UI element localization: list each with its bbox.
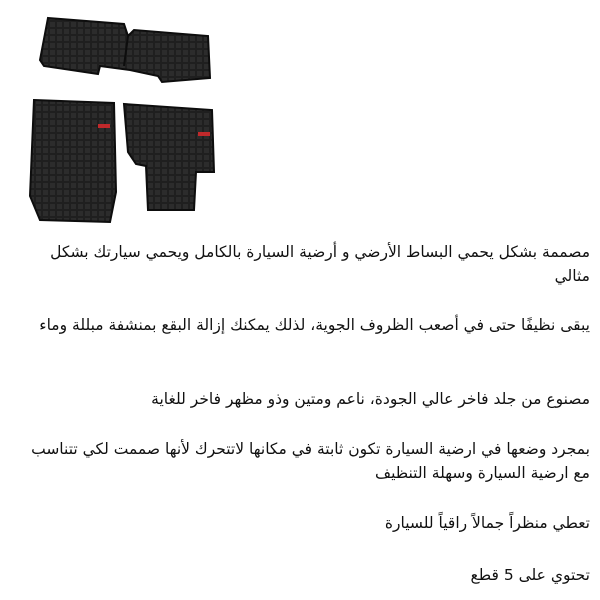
- car-floor-mats-image: [0, 0, 240, 232]
- description-line: تعطي منظراً جمالاً راقياً للسيارة: [384, 514, 590, 532]
- front-left-floor-mat: [30, 100, 116, 222]
- description-line: بمجرد وضعها في ارضية السيارة تكون ثابتة في مكانها لاتتحرك لأنها صممت لكي تتناسب مع ارضية السيارة وسهلة التنظيف: [31, 440, 590, 482]
- rear-floor-mat: [40, 18, 210, 82]
- description-line: تحتوي على 5 قطع: [470, 566, 590, 584]
- description-line: مصممة بشكل يحمي البساط الأرضي و أرضية السيارة بالكامل ويحمي سيارتك بشكل مثالي: [50, 243, 590, 285]
- description-line: مصنوع من جلد فاخر عالي الجودة، ناعم ومتين وذو مظهر فاخر للغاية: [151, 390, 590, 408]
- description-line: يبقى نظيفًا حتى في أصعب الظروف الجوية، لذلك يمكنك إزالة البقع بمنشفة مبللة وماء: [39, 316, 590, 334]
- brand-logo-right: [198, 132, 210, 136]
- brand-logo-left: [98, 124, 110, 128]
- front-right-floor-mat: [124, 104, 214, 210]
